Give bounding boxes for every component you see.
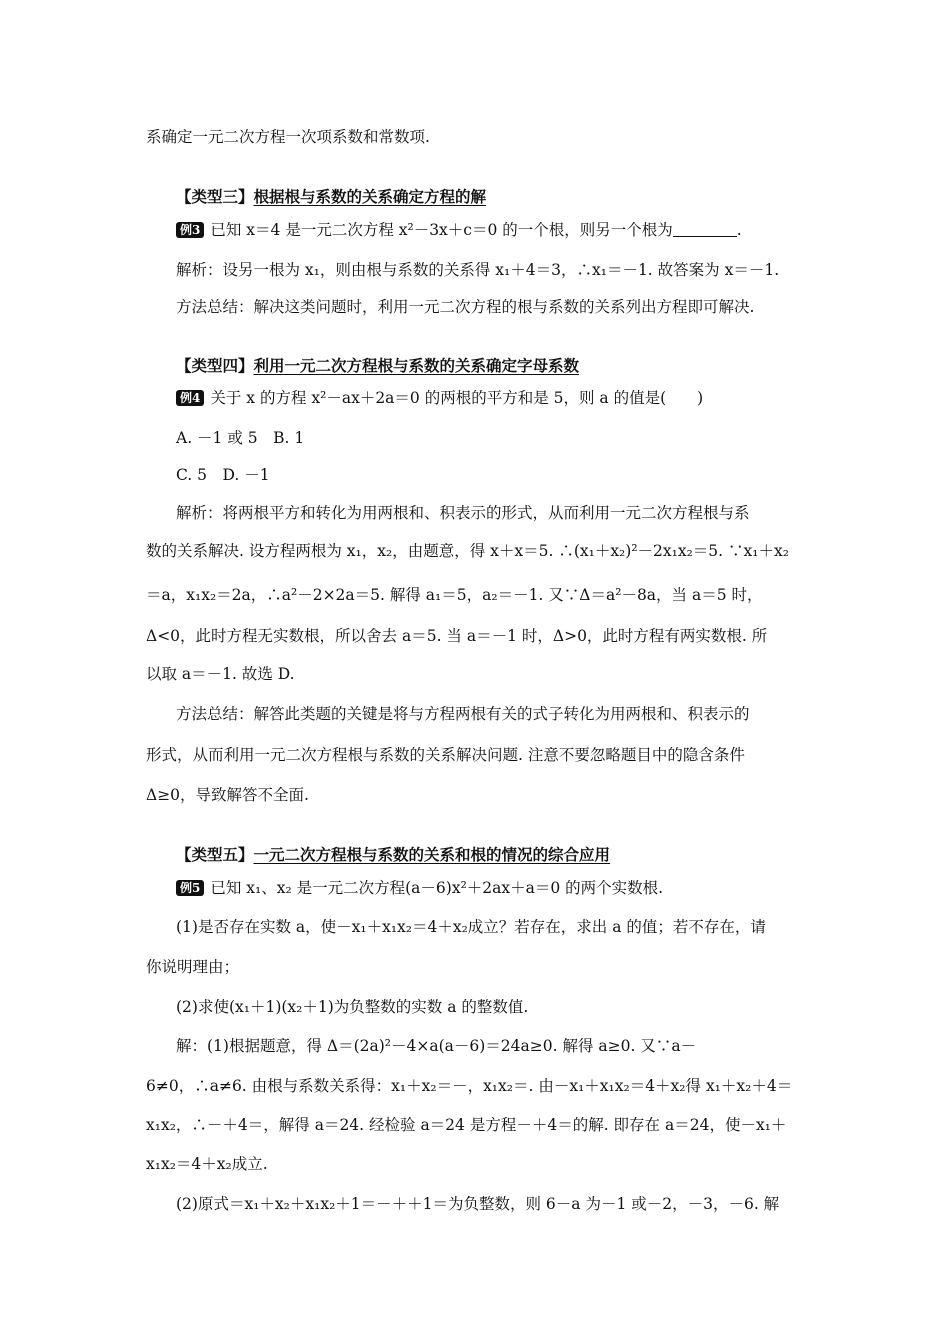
section-heading-type3 <box>176 187 486 207</box>
text-line: 以取 a＝－1. 故选 D. <box>146 665 295 683</box>
section-title: 利用一元二次方程根与系数的关系确定字母系数 <box>253 356 580 375</box>
text-line: (1)是否存在实数 a，使－x₁＋x₁x₂＝4＋x₂成立？若存在，求出 a 的值；若不存在，请 <box>176 918 766 936</box>
text-line: Δ≥0，导致解答不全面. <box>146 786 309 804</box>
option-line: C. 5 D. －1 <box>176 466 270 484</box>
section-bracket: 【类型四】 <box>176 356 254 375</box>
text-line: 数的关系解决. 设方程两根为 x₁，x₂，由题意，得 x＋x＝5. ∴(x₁＋x₂)²－2x₁x₂＝5. ∵x₁＋x₂ <box>146 542 789 560</box>
text-line: 方法总结：解决这类问题时，利用一元二次方程的根与系数的关系列出方程即可解决. <box>176 298 755 316</box>
text-line: 解析：设另一根为 x₁，则由根与系数的关系得 x₁＋4＝3，∴x₁＝－1. 故答案为 x＝－1. <box>176 261 780 279</box>
text-line: 你说明理由； <box>146 958 240 976</box>
example-5 <box>176 878 663 898</box>
example-badge: 例4 <box>176 390 204 406</box>
section-bracket: 【类型三】 <box>176 187 254 206</box>
text-line: 系确定一元二次方程一次项系数和常数项. <box>146 128 430 146</box>
text-line: 6≠0，∴a≠6. 由根与系数关系得：x₁＋x₂＝－，x₁x₂＝. 由－x₁＋x₁x₂＝4＋x₂得 x₁＋x₂＋4＝ <box>146 1077 793 1095</box>
section-title: 根据根与系数的关系确定方程的解 <box>253 187 487 206</box>
text-line: Δ<0，此时方程无实数根，所以舍去 a＝5. 当 a＝－1 时，Δ>0，此时方程有两实数根. 所 <box>146 627 768 645</box>
text-line: ＝a，x₁x₂＝2a，∴a²－2×2a＝5. 解得 a₁＝5，a₂＝－1. 又∵Δ＝a²－8a，当 a＝5 时， <box>146 586 763 604</box>
answer-blank <box>673 222 737 237</box>
section-heading-type5 <box>176 845 610 865</box>
example-text: 已知 x₁、x₂ 是一元二次方程(a－6)x²＋2ax＋a＝0 的两个实数根. <box>210 879 664 897</box>
example-text: 关于 x 的方程 x²－ax＋2a＝0 的两根的平方和是 5，则 a 的值是( ) <box>210 389 704 407</box>
text-line: (2)原式＝x₁＋x₂＋x₁x₂＋1＝－＋＋1＝为负整数，则 6－a 为－1 或－2，－3，－6. 解 <box>176 1195 780 1213</box>
section-bracket: 【类型五】 <box>176 845 254 864</box>
section-title: 一元二次方程根与系数的关系和根的情况的综合应用 <box>253 845 611 864</box>
option-line: A. －1 或 5 B. 1 <box>176 429 305 447</box>
example-4 <box>176 388 703 408</box>
text-line: 方法总结：解答此类题的关键是将与方程两根有关的式子转化为用两根和、积表示的 <box>176 705 750 723</box>
example-badge: 例5 <box>176 880 204 896</box>
section-heading-type4 <box>176 356 579 376</box>
text-line: x₁x₂，∴－＋4＝，解得 a＝24. 经检验 a＝24 是方程－＋4＝的解. 即存在 a＝24，使－x₁＋ <box>146 1116 787 1134</box>
text-line: 形式，从而利用一元二次方程根与系数的关系解决问题. 注意不要忽略题目中的隐含条件 <box>146 746 745 764</box>
text-line: 解：(1)根据题意，得 Δ＝(2a)²－4×a(a－6)＝24a≥0. 解得 a≥0. 又∵a－ <box>176 1037 697 1055</box>
text-line: (2)求使(x₁＋1)(x₂＋1)为负整数的实数 a 的整数值. <box>176 998 529 1016</box>
text-line: x₁x₂＝4＋x₂成立. <box>146 1155 268 1173</box>
text-line: 解析：将两根平方和转化为用两根和、积表示的形式，从而利用一元二次方程根与系 <box>176 504 750 522</box>
example-badge: 例3 <box>176 222 204 238</box>
example-text: 已知 x＝4 是一元二次方程 x²－3x＋c＝0 的一个根，则另一个根为 <box>210 221 673 239</box>
example-3: 例3 已知 x＝4 是一元二次方程 x²－3x＋c＝0 的一个根，则另一个根为 . <box>176 220 742 240</box>
